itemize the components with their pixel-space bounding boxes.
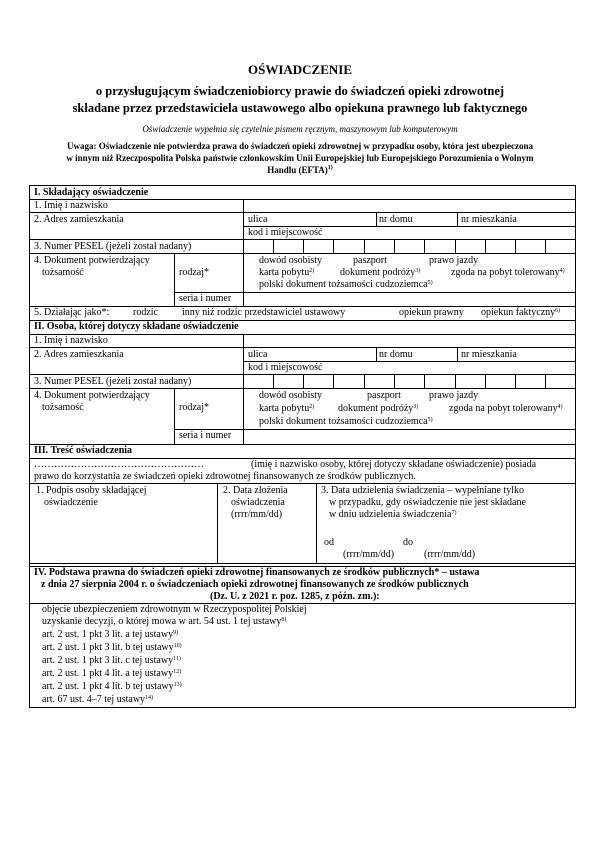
footnote-ref: 14) [145, 695, 154, 701]
option-text: polski dokument tożsamości cudzoziemca [259, 416, 428, 427]
option-text: opiekun faktyczny [481, 307, 556, 318]
s2-apartment-field[interactable]: nr mieszkania [461, 349, 517, 360]
s2-option-residence-card[interactable] [259, 403, 314, 415]
s1-series-label: seria i numer [179, 293, 232, 304]
s1-option-other-rep[interactable]: inny niż rodzic przedstawiciel ustawowy [182, 307, 346, 318]
option-text: objęcie ubezpieczeniem zdrowotnym w Rzeczypospolitej Polskiej [42, 604, 307, 615]
s2-name-label: 1. Imię i nazwisko [34, 335, 108, 346]
option-text: art. 2 ust. 1 pkt 4 lit. b tej ustawy [42, 681, 174, 692]
s2-option-id-card[interactable]: dowód osobisty [259, 390, 323, 401]
s1-pesel-field[interactable] [243, 239, 576, 253]
warning-line: w innym niż Rzeczpospolita Polska państwie członkowskim Unii Europejskiej lub Europejskiego Porozumienia o Wolnym [66, 153, 534, 163]
footnote-ref: 3) [415, 268, 421, 274]
option-text: dokument podróży [340, 267, 416, 278]
s1-option-residence-card[interactable] [259, 267, 314, 279]
s1-street-field[interactable]: ulica [248, 214, 268, 225]
s2-option-tolerated-stay[interactable] [449, 403, 563, 415]
section3-heading: III. Treść oświadczenia [34, 445, 133, 456]
s1-name-field[interactable] [244, 200, 576, 211]
s2-option-driving-license[interactable]: prawo jazdy [429, 390, 479, 401]
s3-date-label-2: oświadczenia [231, 497, 285, 508]
s1-apartment-field[interactable]: nr mieszkania [461, 214, 517, 225]
option-text: zgoda na pobyt tolerowany [451, 267, 560, 278]
s1-option-actual-guardian[interactable] [481, 307, 560, 319]
s2-series-field[interactable] [244, 430, 576, 443]
s3-service-date-label-2: w przypadku, gdy oświadczenie nie jest składane [329, 497, 526, 508]
s3-from-format: (rrrr/mm/dd) [343, 549, 395, 560]
s1-option-id-card[interactable]: dowód osobisty [259, 255, 323, 266]
s3-content-line1: (imię i nazwisko osoby, której dotyczy składane oświadczenie) posiada [251, 459, 537, 470]
warning-note [40, 140, 560, 176]
footnote-ref: 4) [557, 404, 563, 410]
s3-from-field[interactable] [340, 537, 398, 548]
s3-name-dots[interactable]: …………………………………………… [34, 459, 204, 470]
footnote-ref: 5) [427, 280, 433, 286]
s2-option-foreigner-doc[interactable] [259, 416, 433, 428]
s1-doc-label: 4. Dokument potwierdzający [34, 255, 150, 266]
s2-option-travel-doc[interactable] [338, 403, 418, 415]
footnote-ref: 8) [281, 617, 287, 623]
section4-heading-line3: (Dz. U. z 2021 r. poz. 1285, z późn. zm.): [210, 591, 380, 602]
s4-option[interactable] [42, 655, 181, 667]
option-text: dokument podróży [338, 403, 414, 414]
s1-pesel-label: 3. Numer PESEL (jeżeli został nadany) [34, 241, 192, 252]
s3-to-label: do [403, 537, 413, 548]
footnote-ref: 2) [309, 404, 315, 410]
s1-name-label: 1. Imię i nazwisko [34, 200, 108, 211]
footnote-ref: 12) [173, 669, 182, 675]
form-box [29, 185, 576, 708]
s1-kind-label: rodzaj* [179, 267, 209, 278]
s2-pesel-label: 3. Numer PESEL (jeżeli został nadany) [34, 376, 192, 387]
s1-option-foreigner-doc[interactable] [259, 279, 433, 291]
s3-to-format: (rrrr/mm/dd) [424, 549, 476, 560]
option-text: art. 2 ust. 1 pkt 3 lit. c tej ustawy [42, 655, 174, 666]
s3-signature-label-2: oświadczenie [44, 497, 98, 508]
section1-heading: I. Składający oświadczenie [34, 187, 149, 198]
option-text: zgoda na pobyt tolerowany [449, 403, 558, 414]
s2-doc-label-2: tożsamość [42, 402, 84, 413]
s4-option[interactable] [42, 629, 178, 641]
s3-service-date-label: 3. Data udzielenia świadczenia – wypełniane tylko [321, 485, 524, 496]
footnote-ref: 6) [555, 308, 561, 314]
s1-postal-field[interactable]: kod i miejscowość [248, 227, 323, 238]
s2-kind-label: rodzaj* [179, 402, 209, 413]
s2-pesel-field[interactable] [243, 374, 576, 388]
warning-line [40, 164, 560, 176]
option-text: art. 67 ust. 4–7 tej ustawy [42, 694, 146, 705]
s1-series-field[interactable] [244, 293, 576, 305]
s3-signature-field[interactable] [32, 511, 212, 561]
s1-option-legal-guardian[interactable]: opiekun prawny [399, 307, 464, 318]
footnote-ref: 7) [451, 510, 457, 516]
footnote-ref: 11) [173, 656, 181, 662]
option-text: art. 2 ust. 1 pkt 4 lit. a tej ustawy [42, 668, 174, 679]
s3-date-format: (rrrr/mm/dd) [231, 509, 283, 520]
option-text: karta pobytu [259, 403, 310, 414]
footnote-ref: 1) [327, 165, 333, 171]
s3-service-date-label-3 [329, 509, 456, 521]
s3-date-label: 2. Data złożenia [223, 485, 288, 496]
s1-address-label: 2. Adres zamieszkania [34, 214, 124, 225]
footnote-ref: 10) [173, 643, 182, 649]
option-text: karta pobytu [259, 267, 310, 278]
option-text: uzyskanie decyzji, o której mowa w art. 54 ust. 1 tej ustawy [42, 616, 282, 627]
s2-postal-field[interactable]: kod i miejscowość [248, 362, 323, 373]
section4-heading-line2: z dnia 27 sierpnia 2004 r. o świadczeniach opieki zdrowotnej finansowanych ze środków publicznych [41, 579, 469, 590]
footnote-ref: 13) [173, 682, 182, 688]
s1-option-travel-doc[interactable] [340, 267, 420, 279]
s4-option[interactable] [42, 681, 182, 693]
s3-signature-label: 1. Podpis osoby składającej [36, 485, 147, 496]
footnote-ref: 4) [559, 268, 565, 274]
s3-date-field[interactable] [219, 523, 314, 561]
footnote-ref: 9) [173, 630, 179, 636]
s1-option-driving-license[interactable]: prawo jazdy [429, 255, 479, 266]
document-subtitle-line2: składane przez przedstawiciela ustawowego albo opiekuna prawnego lub faktycznego [72, 101, 528, 115]
s2-house-field[interactable]: nr domu [379, 349, 413, 360]
option-text: art. 2 ust. 1 pkt 3 lit. b tej ustawy [42, 642, 174, 653]
footnote-ref: 2) [309, 268, 315, 274]
s3-from-label: od [324, 537, 334, 548]
s2-name-field[interactable] [244, 335, 576, 346]
s2-street-field[interactable]: ulica [248, 349, 268, 360]
label-text: w dniu udzielenia świadczenia [329, 509, 452, 520]
warning-text: Handlu (EFTA) [267, 165, 328, 175]
s3-content-line2: prawo do korzystania ze świadczeń opieki zdrowotnej finansowanych ze środków publicznych. [34, 471, 416, 482]
fill-note: Oświadczenie wypełnia się czytelnie pismem ręcznym, maszynowym lub komputerowym [142, 124, 458, 134]
document-subtitle-line1: o przysługującym świadczeniobiorcy prawie do świadczeń opieki zdrowotnej [95, 84, 505, 98]
s1-option-passport[interactable]: paszport [353, 255, 387, 266]
footnote-ref: 3) [413, 404, 419, 410]
s4-option[interactable] [42, 694, 153, 706]
s1-doc-label-2: tożsamość [42, 267, 84, 278]
option-text: art. 2 ust. 1 pkt 3 lit. a tej ustawy [42, 629, 174, 640]
s1-acting-label: 5. Działając jako*: [34, 307, 110, 318]
s1-option-parent[interactable]: rodzic [133, 307, 158, 318]
s2-doc-label: 4. Dokument potwierdzający [34, 390, 150, 401]
s4-option[interactable] [42, 668, 181, 680]
s1-option-tolerated-stay[interactable] [451, 267, 565, 279]
s2-address-label: 2. Adres zamieszkania [34, 349, 124, 360]
s4-option[interactable] [42, 604, 307, 616]
footnote-ref: 5) [427, 417, 433, 423]
s4-option[interactable] [42, 642, 182, 654]
s4-option[interactable] [42, 616, 286, 628]
s3-to-field[interactable] [418, 537, 498, 548]
s2-option-passport[interactable]: paszport [367, 390, 401, 401]
option-text: polski dokument tożsamości cudzoziemca [259, 279, 428, 290]
warning-line: Uwaga: Oświadczenie nie potwierdza prawa do świadczeń opieki zdrowotnej w przypadku osoby, która jest ubezpieczona [66, 141, 534, 151]
s1-house-field[interactable]: nr domu [379, 214, 413, 225]
section2-heading: II. Osoba, której dotyczy składane oświadczenie [34, 321, 239, 332]
s2-series-label: seria i numer [179, 430, 232, 441]
document-title: OŚWIADCZENIE [247, 62, 353, 77]
section4-heading-line1: IV. Podstawa prawna do świadczeń opieki zdrowotnej finansowanych ze środków publicznych* – ustawa [34, 567, 480, 578]
